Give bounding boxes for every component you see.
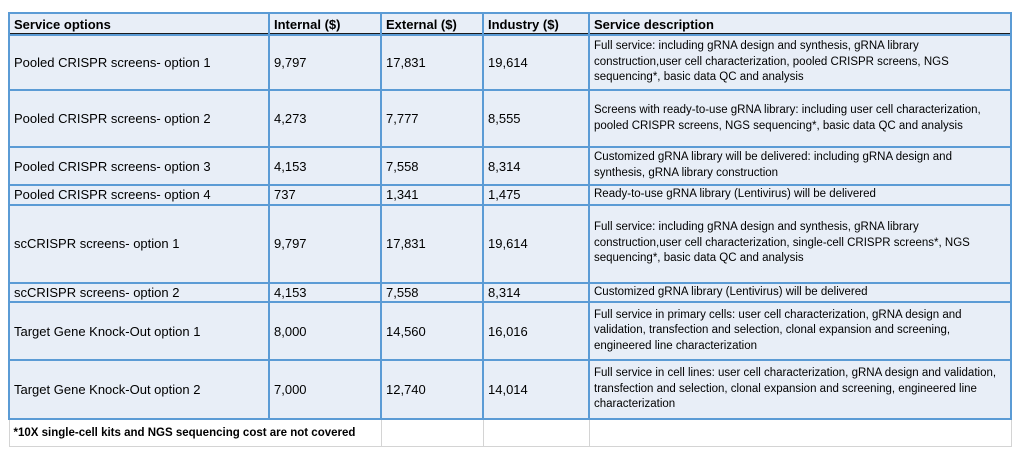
internal-price-cell: 9,797 xyxy=(269,35,381,90)
header-industry: Industry ($) xyxy=(483,13,589,35)
table-row xyxy=(9,283,1011,303)
internal-price-cell: 4,153 xyxy=(269,283,381,303)
industry-price-cell: 8,314 xyxy=(483,283,589,303)
internal-price-cell: 737 xyxy=(269,185,381,205)
industry-price-cell: 8,555 xyxy=(483,90,589,147)
description-cell: Customized gRNA library (Lentivirus) will be delivered xyxy=(589,283,1011,303)
pricing-table xyxy=(8,12,1012,447)
internal-price-cell: 9,797 xyxy=(269,205,381,283)
internal-price-cell: 4,153 xyxy=(269,147,381,185)
service-option-cell: Pooled CRISPR screens- option 3 xyxy=(9,147,269,185)
external-price-cell: 17,831 xyxy=(381,205,483,283)
industry-price-cell: 1,475 xyxy=(483,185,589,205)
description-cell: Ready-to-use gRNA library (Lentivirus) will be delivered xyxy=(589,185,1011,205)
footnote-row xyxy=(9,419,1011,446)
table-row xyxy=(9,302,1011,360)
footnote-empty-cell xyxy=(381,419,483,446)
header-service-options: Service options xyxy=(9,13,269,35)
table-row xyxy=(9,185,1011,205)
external-price-cell: 12,740 xyxy=(381,360,483,419)
description-cell: Customized gRNA library will be delivered: including gRNA design and synthesis, gRNA library construction xyxy=(589,147,1011,185)
table-row xyxy=(9,90,1011,147)
service-option-cell: scCRISPR screens- option 1 xyxy=(9,205,269,283)
description-cell: Screens with ready-to-use gRNA library: including user cell characterization, pooled CRISPR screens, NGS sequencing*, basic data QC and analysis xyxy=(589,90,1011,147)
industry-price-cell: 19,614 xyxy=(483,35,589,90)
service-option-cell: Pooled CRISPR screens- option 2 xyxy=(9,90,269,147)
internal-price-cell: 8,000 xyxy=(269,302,381,360)
industry-price-cell: 19,614 xyxy=(483,205,589,283)
external-price-cell: 14,560 xyxy=(381,302,483,360)
header-external: External ($) xyxy=(381,13,483,35)
header-row xyxy=(9,13,1011,35)
description-cell: Full service: including gRNA design and synthesis, gRNA library construction,user cell characterization, single-cell CRISPR screens*, NGS sequencing*, basic data QC and analysis xyxy=(589,205,1011,283)
service-option-cell: Pooled CRISPR screens- option 4 xyxy=(9,185,269,205)
header-service-description: Service description xyxy=(589,13,1011,35)
external-price-cell: 17,831 xyxy=(381,35,483,90)
footnote-empty-cell xyxy=(589,419,1011,446)
description-cell: Full service in cell lines: user cell characterization, gRNA design and validation, transfection and selection, clonal expansion and screening, engineered line characterization xyxy=(589,360,1011,419)
service-option-cell: Target Gene Knock-Out option 2 xyxy=(9,360,269,419)
table-row xyxy=(9,147,1011,185)
external-price-cell: 7,777 xyxy=(381,90,483,147)
header-internal: Internal ($) xyxy=(269,13,381,35)
industry-price-cell: 8,314 xyxy=(483,147,589,185)
table-row xyxy=(9,205,1011,283)
external-price-cell: 7,558 xyxy=(381,283,483,303)
footnote: *10X single-cell kits and NGS sequencing cost are not covered xyxy=(9,419,381,446)
service-option-cell: Target Gene Knock-Out option 1 xyxy=(9,302,269,360)
description-cell: Full service in primary cells: user cell characterization, gRNA design and validation, transfection and selection, clonal expansion and screening, engineered line characterization xyxy=(589,302,1011,360)
external-price-cell: 1,341 xyxy=(381,185,483,205)
industry-price-cell: 14,014 xyxy=(483,360,589,419)
footnote-empty-cell xyxy=(483,419,589,446)
service-option-cell: scCRISPR screens- option 2 xyxy=(9,283,269,303)
description-cell: Full service: including gRNA design and synthesis, gRNA library construction,user cell characterization, pooled CRISPR screens, NGS sequencing*, basic data QC and analysis xyxy=(589,35,1011,90)
internal-price-cell: 7,000 xyxy=(269,360,381,419)
industry-price-cell: 16,016 xyxy=(483,302,589,360)
table-row xyxy=(9,360,1011,419)
table-row xyxy=(9,35,1011,90)
internal-price-cell: 4,273 xyxy=(269,90,381,147)
service-option-cell: Pooled CRISPR screens- option 1 xyxy=(9,35,269,90)
external-price-cell: 7,558 xyxy=(381,147,483,185)
